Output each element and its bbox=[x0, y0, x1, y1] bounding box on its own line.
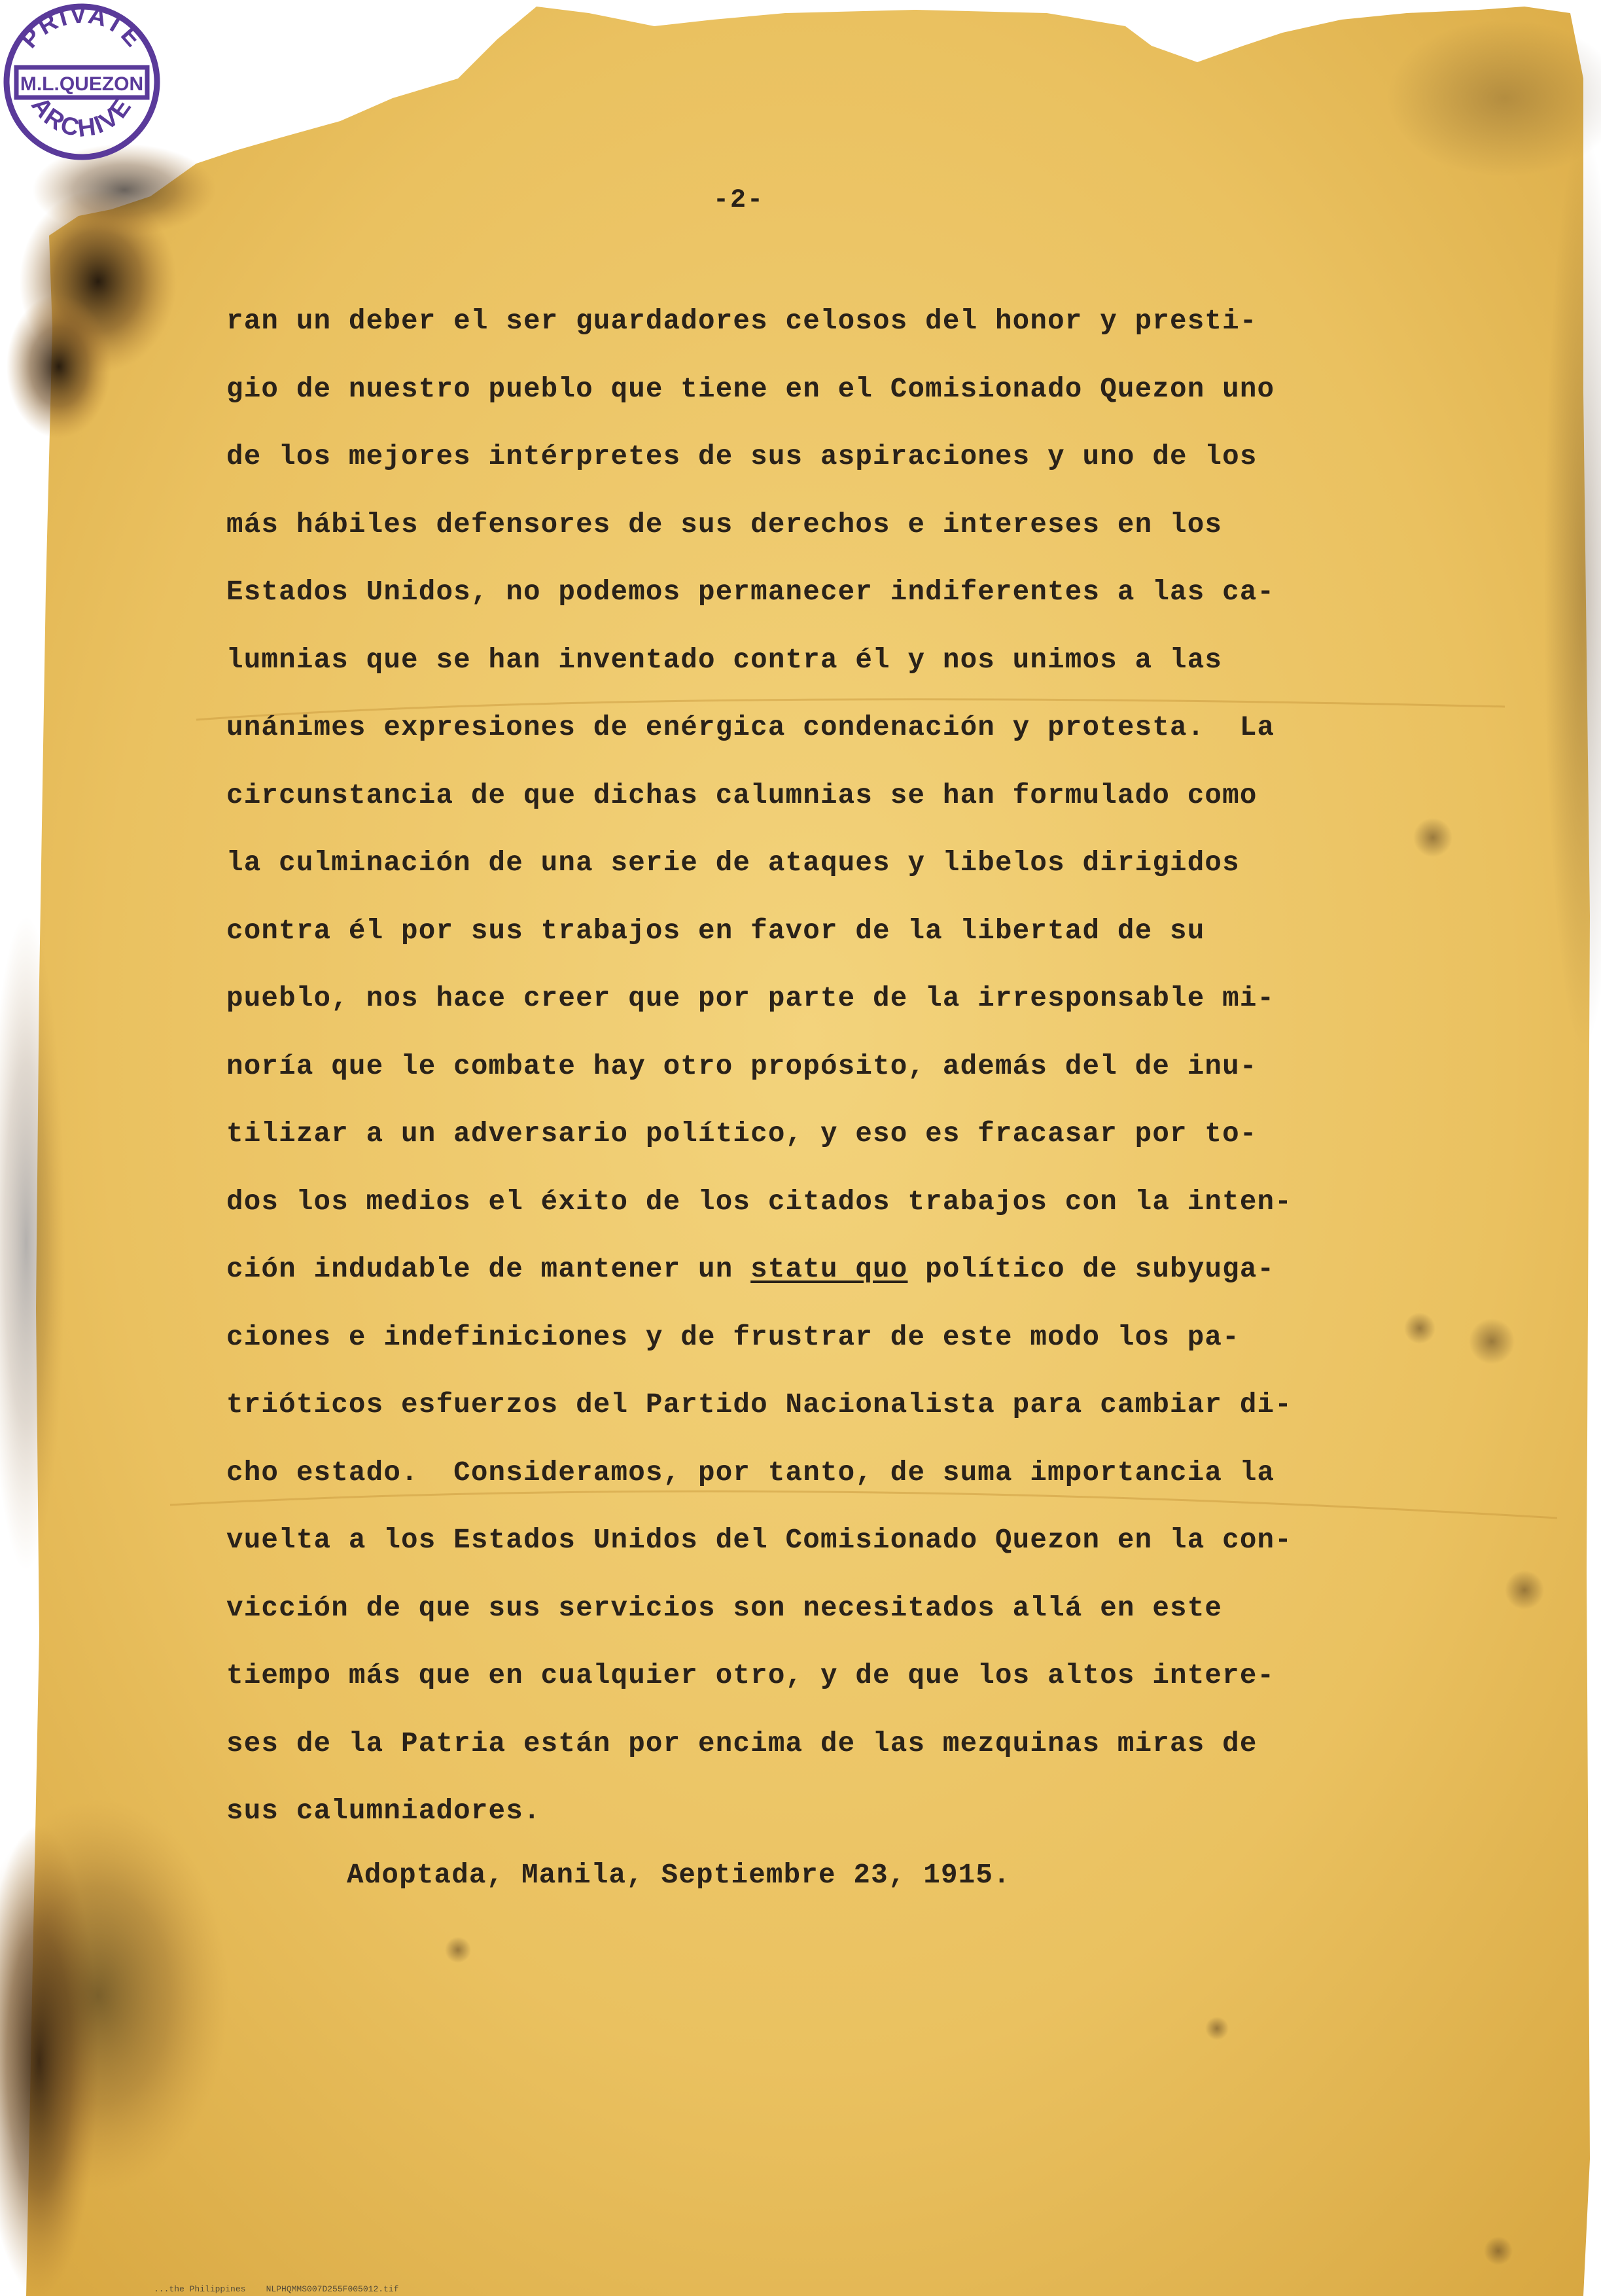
text-line: tiempo más que en cualquier otro, y de que los altos intere- bbox=[226, 1660, 1275, 1691]
text-line: pueblo, nos hace creer que por parte de la irresponsable mi- bbox=[226, 983, 1275, 1014]
scan-footer: ...the Philippines NLPHQMMS007D255F005012.tif bbox=[154, 2284, 399, 2294]
text-line: unánimes expresiones de enérgica condenación y protesta. La bbox=[226, 712, 1275, 743]
text-line: de los mejores intérpretes de sus aspiraciones y uno de los bbox=[226, 441, 1258, 472]
text-line: gio de nuestro pueblo que tiene en el Comisionado Quezon uno bbox=[226, 373, 1275, 405]
page-number: -2- bbox=[713, 186, 765, 215]
text-line: trióticos esfuerzos del Partido Nacionalista para cambiar di- bbox=[226, 1389, 1292, 1421]
letter-body bbox=[226, 288, 1443, 1846]
stamp-top-text: PRIVATE bbox=[15, 1, 149, 54]
text-segment: político de subyuga- bbox=[907, 1254, 1275, 1285]
text-line: más hábiles defensores de sus derechos e intereses en los bbox=[226, 508, 1223, 540]
stamp-center-text: M.L.QUEZON bbox=[20, 73, 144, 95]
text-line: tilizar a un adversario político, y eso es fracasar por to- bbox=[226, 1118, 1258, 1150]
text-line: sus calumniadores. bbox=[226, 1795, 541, 1827]
text-line: dos los medios el éxito de los citados trabajos con la inten- bbox=[226, 1186, 1292, 1218]
text-segment: ción indudable de mantener un bbox=[226, 1254, 751, 1285]
text-line: contra él por sus trabajos en favor de la libertad de su bbox=[226, 915, 1205, 947]
text-line: lumnias que se han inventado contra él y nos unimos a las bbox=[226, 644, 1223, 676]
text-line: vuelta a los Estados Unidos del Comisionado Quezon en la con- bbox=[226, 1525, 1292, 1556]
text-line: Estados Unidos, no podemos permanecer indiferentes a las ca- bbox=[226, 576, 1275, 608]
text-line-underlined bbox=[226, 1236, 1443, 1304]
stamp-bottom-text: ARCHIVE bbox=[26, 92, 138, 143]
text-line: ciones e indefiniciones y de frustrar de este modo los pa- bbox=[226, 1321, 1240, 1353]
text-line: noría que le combate hay otro propósito, además del de inu- bbox=[226, 1050, 1258, 1082]
text-line: ses de la Patria están por encima de las mezquinas miras de bbox=[226, 1727, 1258, 1759]
underlined-phrase: statu quo bbox=[750, 1254, 908, 1285]
archive-stamp bbox=[0, 0, 164, 164]
text-line: circunstancia de que dichas calumnias se han formulado como bbox=[226, 779, 1258, 811]
text-line: vicción de que sus servicios son necesitados allá en este bbox=[226, 1592, 1223, 1624]
closing-line: Adoptada, Manila, Septiembre 23, 1915. bbox=[347, 1860, 1011, 1891]
text-line: ran un deber el ser guardadores celosos del honor y presti- bbox=[226, 306, 1258, 337]
text-line: cho estado. Consideramos, por tanto, de suma importancia la bbox=[226, 1457, 1275, 1489]
text-line: la culminación de una serie de ataques y libelos dirigidos bbox=[226, 847, 1240, 879]
